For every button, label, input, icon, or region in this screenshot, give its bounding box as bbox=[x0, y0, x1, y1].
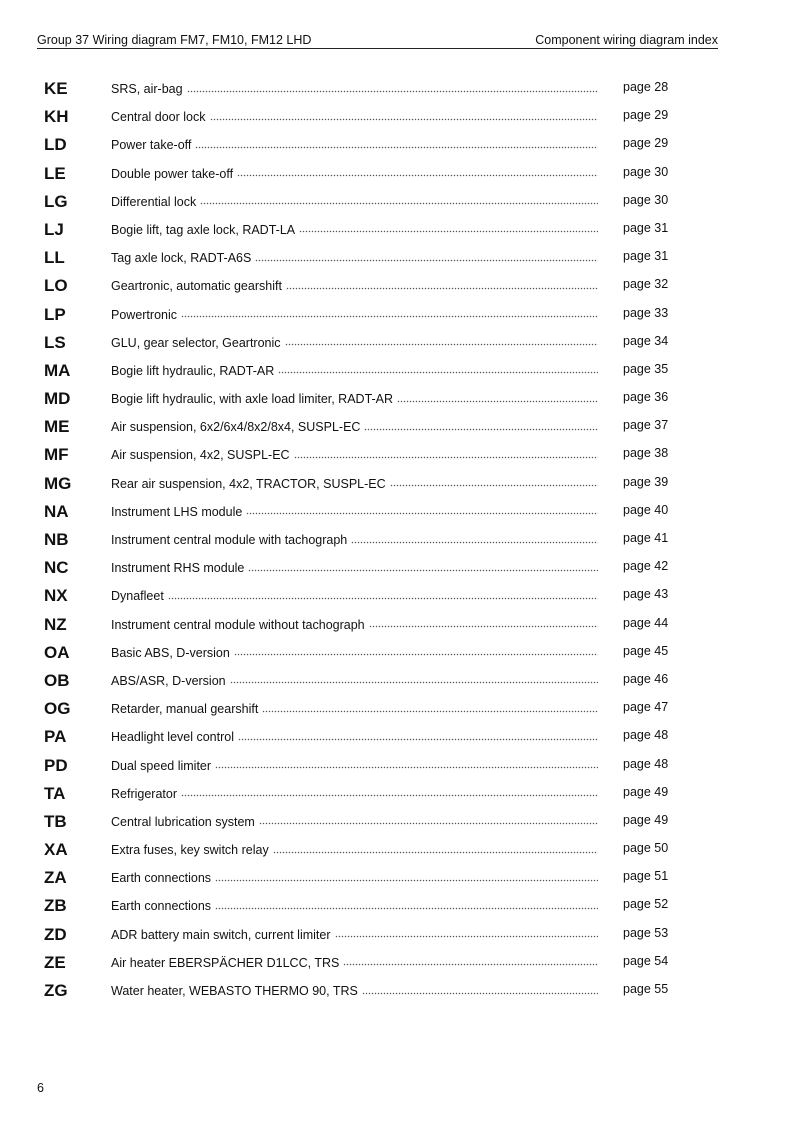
component-code: KE bbox=[44, 79, 68, 98]
page-header bbox=[37, 32, 718, 49]
dot-leader bbox=[234, 653, 598, 657]
component-code: PA bbox=[44, 727, 67, 747]
component-code: NA bbox=[44, 501, 69, 521]
component-description: Extra fuses, key switch relay bbox=[111, 843, 269, 858]
page-reference: page 50 bbox=[623, 841, 669, 856]
dot-leader bbox=[285, 343, 598, 347]
component-code: ZB bbox=[44, 896, 67, 916]
page-reference: page 46 bbox=[623, 671, 669, 686]
dot-leader bbox=[335, 935, 598, 939]
component-description-line bbox=[111, 391, 598, 407]
component-description: Bogie lift hydraulic, with axle load limiter, RADT-AR bbox=[111, 392, 394, 407]
component-description: SRS, air-bag bbox=[111, 82, 183, 96]
component-code: NZ bbox=[44, 614, 67, 634]
component-description-line bbox=[111, 363, 598, 379]
dot-leader bbox=[181, 794, 598, 798]
component-description-line bbox=[111, 927, 598, 943]
dot-leader bbox=[230, 681, 598, 685]
dot-leader bbox=[181, 315, 598, 319]
component-code: LE bbox=[44, 163, 66, 183]
component-code: NX bbox=[44, 586, 68, 606]
component-description: Water heater, WEBASTO THERMO 90, TRS bbox=[111, 984, 358, 998]
component-description: Instrument central module with tachograph bbox=[111, 533, 348, 547]
page-number: 6 bbox=[37, 1081, 44, 1095]
index-row bbox=[0, 582, 793, 610]
component-code: LS bbox=[44, 332, 66, 352]
dot-leader bbox=[278, 371, 598, 375]
component-description: ADR battery main switch, current limiter bbox=[111, 927, 331, 942]
dot-leader bbox=[195, 145, 598, 149]
component-description-line bbox=[111, 81, 598, 97]
index-row bbox=[0, 554, 793, 582]
header-section-title: Component wiring diagram index bbox=[535, 33, 718, 47]
component-description-line bbox=[111, 870, 598, 886]
page-reference: page 33 bbox=[623, 305, 669, 320]
index-row bbox=[0, 188, 793, 216]
component-description: ABS/ASR, D-version bbox=[111, 673, 226, 688]
index-row bbox=[0, 695, 793, 723]
component-description-line bbox=[111, 758, 598, 774]
component-description-line bbox=[111, 645, 598, 661]
component-description-line bbox=[111, 419, 598, 435]
dot-leader bbox=[343, 963, 598, 967]
dot-leader bbox=[294, 455, 598, 459]
index-row bbox=[0, 977, 793, 1005]
index-row bbox=[0, 667, 793, 695]
component-description-line bbox=[111, 842, 598, 858]
index-row bbox=[0, 639, 793, 667]
page-reference: page 48 bbox=[623, 728, 669, 743]
page-reference: page 55 bbox=[623, 982, 669, 996]
page-reference: page 32 bbox=[623, 277, 669, 292]
component-description: Powertronic bbox=[111, 307, 177, 322]
index-row bbox=[0, 836, 793, 864]
component-code: ZG bbox=[44, 981, 68, 1000]
dot-leader bbox=[369, 625, 598, 629]
page-reference: page 31 bbox=[623, 220, 669, 235]
component-code: MF bbox=[44, 445, 69, 465]
component-description-line bbox=[111, 898, 598, 914]
component-description: Tag axle lock, RADT-A6S bbox=[111, 251, 252, 266]
component-description: Dual speed limiter bbox=[111, 758, 212, 773]
component-description: Central lubrication system bbox=[111, 814, 255, 829]
component-description: Dynafleet bbox=[111, 589, 164, 604]
dot-leader bbox=[259, 822, 598, 826]
component-code: MD bbox=[44, 389, 71, 409]
component-description: Earth connections bbox=[111, 899, 212, 914]
dot-leader bbox=[215, 766, 598, 770]
page-reference: page 49 bbox=[623, 784, 669, 799]
component-description-line bbox=[111, 701, 598, 717]
component-description: Air heater EBERSPÄCHER D1LCC, TRS bbox=[111, 955, 340, 970]
page-reference: page 43 bbox=[623, 587, 669, 602]
component-description-line bbox=[111, 222, 598, 238]
page-reference: page 29 bbox=[623, 136, 669, 151]
component-description-line bbox=[111, 307, 598, 323]
index-row bbox=[0, 131, 793, 159]
component-code: KH bbox=[44, 107, 69, 127]
index-row bbox=[0, 103, 793, 131]
page-reference: page 28 bbox=[623, 80, 669, 94]
page-reference: page 38 bbox=[623, 446, 669, 461]
component-code: MA bbox=[44, 360, 71, 380]
component-code: ZA bbox=[44, 868, 67, 888]
component-description: Air suspension, 6x2/6x4/8x2/8x4, SUSPL-EC bbox=[111, 420, 361, 435]
component-description: Headlight level control bbox=[111, 730, 234, 745]
page-reference: page 34 bbox=[623, 333, 669, 348]
component-description: Rear air suspension, 4x2, TRACTOR, SUSPL-EC bbox=[111, 476, 386, 491]
page-reference: page 51 bbox=[623, 869, 669, 884]
dot-leader bbox=[262, 709, 598, 713]
dot-leader bbox=[286, 286, 598, 290]
page-reference: page 37 bbox=[623, 418, 669, 433]
component-code: PD bbox=[44, 755, 68, 775]
page-reference: page 49 bbox=[623, 812, 669, 827]
component-description: Instrument LHS module bbox=[111, 504, 243, 519]
index-row bbox=[0, 301, 793, 329]
component-code: ZD bbox=[44, 924, 67, 944]
component-description: Instrument central module without tachograph bbox=[111, 617, 365, 632]
component-code: TA bbox=[44, 783, 66, 803]
component-code: OA bbox=[44, 642, 70, 662]
component-description-line bbox=[111, 560, 598, 576]
dot-leader bbox=[215, 878, 598, 882]
component-code: LP bbox=[44, 304, 66, 324]
index-row bbox=[0, 413, 793, 441]
index-row bbox=[0, 441, 793, 469]
index-row bbox=[0, 723, 793, 751]
component-code: LO bbox=[44, 276, 68, 296]
page-reference: page 31 bbox=[623, 249, 669, 264]
index-row bbox=[0, 272, 793, 300]
component-description-line bbox=[111, 194, 598, 210]
component-description-line bbox=[111, 447, 598, 463]
page-reference: page 29 bbox=[623, 108, 669, 123]
component-description: Basic ABS, D-version bbox=[111, 645, 230, 660]
dot-leader bbox=[351, 540, 598, 544]
page-reference: page 42 bbox=[623, 559, 669, 574]
component-description-line bbox=[111, 673, 598, 689]
component-description-line bbox=[111, 983, 598, 999]
component-description: Geartronic, automatic gearshift bbox=[111, 279, 282, 294]
dot-leader bbox=[299, 230, 598, 234]
index-row bbox=[0, 808, 793, 836]
dot-leader bbox=[362, 991, 598, 995]
index-row bbox=[0, 385, 793, 413]
dot-leader bbox=[210, 117, 599, 121]
component-description-line bbox=[111, 166, 598, 182]
page-reference: page 53 bbox=[623, 925, 669, 940]
page-reference: page 47 bbox=[623, 700, 669, 715]
index-row bbox=[0, 470, 793, 498]
dot-leader bbox=[168, 596, 598, 600]
component-code: TB bbox=[44, 811, 67, 831]
dot-leader bbox=[238, 737, 598, 741]
component-code: LL bbox=[44, 248, 65, 268]
component-description-line bbox=[111, 137, 598, 153]
page-reference: page 48 bbox=[623, 756, 669, 771]
index-row bbox=[0, 526, 793, 554]
index-row bbox=[0, 611, 793, 639]
component-code: LG bbox=[44, 191, 68, 211]
component-description: Bogie lift, tag axle lock, RADT-LA bbox=[111, 222, 296, 237]
component-description-line bbox=[111, 532, 598, 548]
index-row bbox=[0, 75, 793, 103]
component-description: Earth connections bbox=[111, 871, 212, 886]
component-code: OG bbox=[44, 699, 71, 719]
component-description-line bbox=[111, 786, 598, 802]
component-code: ME bbox=[44, 417, 70, 437]
index-row bbox=[0, 160, 793, 188]
component-code: LD bbox=[44, 135, 67, 155]
page-reference: page 30 bbox=[623, 192, 669, 207]
page-reference: page 54 bbox=[623, 953, 669, 968]
page-reference: page 52 bbox=[623, 897, 669, 912]
dot-leader bbox=[215, 906, 598, 910]
component-description-line bbox=[111, 335, 598, 351]
component-description: Central door lock bbox=[111, 110, 206, 125]
page-reference: page 45 bbox=[623, 643, 669, 658]
component-description: Bogie lift hydraulic, RADT-AR bbox=[111, 363, 275, 378]
index-row bbox=[0, 864, 793, 892]
page-reference: page 44 bbox=[623, 615, 669, 630]
dot-leader bbox=[200, 202, 598, 206]
component-description: Double power take-off bbox=[111, 166, 234, 181]
dot-leader bbox=[255, 258, 598, 262]
index-row bbox=[0, 357, 793, 385]
component-description-line bbox=[111, 814, 598, 830]
index-row bbox=[0, 498, 793, 526]
index-row bbox=[0, 244, 793, 272]
dot-leader bbox=[273, 850, 598, 854]
page-reference: page 30 bbox=[623, 164, 669, 179]
dot-leader bbox=[364, 427, 598, 431]
component-description: Power take-off bbox=[111, 138, 192, 153]
page-reference: page 35 bbox=[623, 361, 669, 376]
component-code: NB bbox=[44, 530, 69, 549]
component-code: ZE bbox=[44, 952, 66, 972]
component-description-line bbox=[111, 955, 598, 971]
component-description: Retarder, manual gearshift bbox=[111, 702, 259, 717]
component-description: GLU, gear selector, Geartronic bbox=[111, 335, 281, 350]
page-reference: page 39 bbox=[623, 474, 669, 489]
dot-leader bbox=[397, 399, 598, 403]
index-row bbox=[0, 752, 793, 780]
component-index-list bbox=[0, 75, 793, 1005]
dot-leader bbox=[248, 568, 598, 572]
component-description-line bbox=[111, 476, 598, 492]
component-code: NC bbox=[44, 558, 69, 578]
page-reference: page 41 bbox=[623, 531, 669, 545]
dot-leader bbox=[390, 484, 598, 488]
index-row bbox=[0, 329, 793, 357]
dot-leader bbox=[187, 89, 598, 93]
component-description: Refrigerator bbox=[111, 786, 177, 801]
component-description-line bbox=[111, 617, 598, 633]
dot-leader bbox=[246, 512, 598, 516]
dot-leader bbox=[237, 174, 598, 178]
component-description-line bbox=[111, 588, 598, 604]
index-row bbox=[0, 780, 793, 808]
component-description-line bbox=[111, 729, 598, 745]
component-description-line bbox=[111, 109, 598, 125]
component-code: XA bbox=[44, 840, 68, 860]
index-row bbox=[0, 921, 793, 949]
component-code: LJ bbox=[44, 219, 64, 239]
header-title: Group 37 Wiring diagram FM7, FM10, FM12 LHD bbox=[37, 33, 312, 47]
page-reference: page 40 bbox=[623, 502, 669, 517]
component-description: Instrument RHS module bbox=[111, 561, 245, 576]
component-description-line bbox=[111, 278, 598, 294]
component-description: Air suspension, 4x2, SUSPL-EC bbox=[111, 448, 290, 463]
component-code: OB bbox=[44, 670, 70, 690]
component-code: MG bbox=[44, 473, 72, 493]
index-row bbox=[0, 949, 793, 977]
index-row bbox=[0, 216, 793, 244]
page-reference: page 36 bbox=[623, 390, 669, 405]
component-description-line bbox=[111, 250, 598, 266]
component-description-line bbox=[111, 504, 598, 520]
component-description: Differential lock bbox=[111, 194, 197, 209]
index-row bbox=[0, 892, 793, 920]
